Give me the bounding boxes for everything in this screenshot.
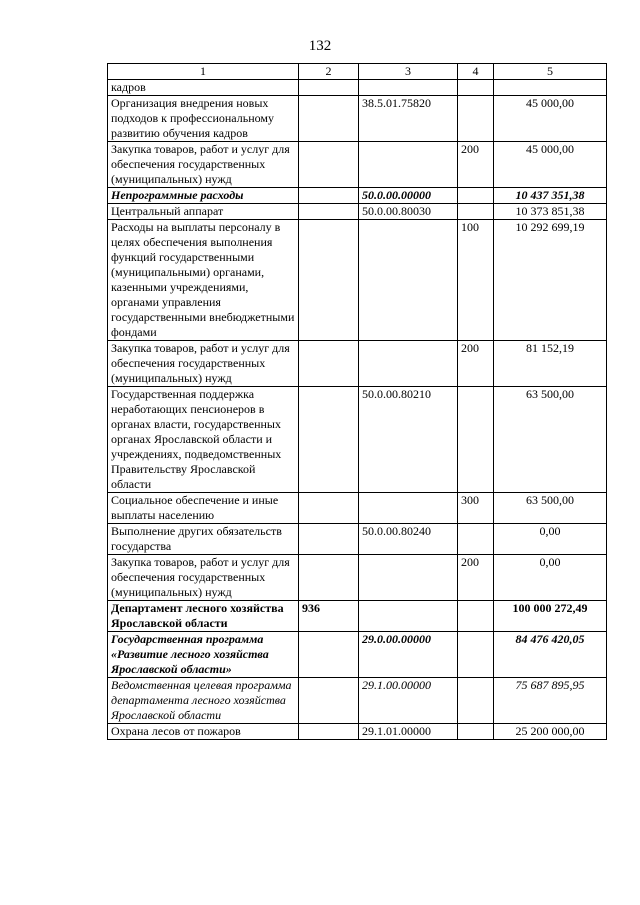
expense-name-cell: Закупка товаров, работ и услуг для обеспечения государственных (муниципальных) нужд [108, 555, 299, 601]
expense-name-cell: Социальное обеспечение и иные выплаты населению [108, 493, 299, 524]
column-header: 4 [458, 64, 494, 80]
amount-cell: 63 500,00 [494, 387, 607, 493]
expense-kind-cell: 200 [458, 555, 494, 601]
target-article-cell: 29.1.01.00000 [359, 724, 458, 740]
target-article-cell: 29.1.00.00000 [359, 678, 458, 724]
amount-cell: 81 152,19 [494, 341, 607, 387]
expense-name-cell: кадров [108, 80, 299, 96]
expense-kind-cell: 300 [458, 493, 494, 524]
ministry-code-cell [299, 80, 359, 96]
amount-cell: 84 476 420,05 [494, 632, 607, 678]
target-article-cell: 50.0.00.80210 [359, 387, 458, 493]
table-row [108, 142, 607, 188]
amount-cell: 100 000 272,49 [494, 601, 607, 632]
table-row [108, 80, 607, 96]
expense-kind-cell: 200 [458, 341, 494, 387]
ministry-code-cell [299, 493, 359, 524]
ministry-code-cell [299, 188, 359, 204]
table-row [108, 524, 607, 555]
expense-kind-cell [458, 524, 494, 555]
target-article-cell: 50.0.00.80240 [359, 524, 458, 555]
table-row [108, 387, 607, 493]
table-row [108, 601, 607, 632]
amount-cell: 0,00 [494, 524, 607, 555]
ministry-code-cell [299, 724, 359, 740]
amount-cell: 63 500,00 [494, 493, 607, 524]
expense-kind-cell: 200 [458, 142, 494, 188]
target-article-cell [359, 220, 458, 341]
budget-table [107, 63, 607, 740]
expense-kind-cell [458, 601, 494, 632]
expense-kind-cell [458, 96, 494, 142]
target-article-cell [359, 555, 458, 601]
expense-kind-cell [458, 387, 494, 493]
ministry-code-cell: 936 [299, 601, 359, 632]
ministry-code-cell [299, 204, 359, 220]
expense-name-cell: Организация внедрения новых подходов к профессиональному развитию обучения кадров [108, 96, 299, 142]
expense-name-cell: Ведомственная целевая программа департамента лесного хозяйства Ярославской области [108, 678, 299, 724]
ministry-code-cell [299, 96, 359, 142]
table-row [108, 204, 607, 220]
target-article-cell [359, 80, 458, 96]
expense-kind-cell: 100 [458, 220, 494, 341]
amount-cell: 25 200 000,00 [494, 724, 607, 740]
column-header: 3 [359, 64, 458, 80]
table-row [108, 341, 607, 387]
ministry-code-cell [299, 555, 359, 601]
table-row [108, 188, 607, 204]
expense-name-cell: Государственная поддержка неработающих пенсионеров в органах власти, государственных органах Ярославской области и учреждениях, подведомственных Правительству Ярославской области [108, 387, 299, 493]
amount-cell: 10 292 699,19 [494, 220, 607, 341]
table-row [108, 632, 607, 678]
amount-cell: 75 687 895,95 [494, 678, 607, 724]
expense-name-cell: Государственная программа «Развитие лесного хозяйства Ярославской области» [108, 632, 299, 678]
table-header-row [108, 64, 607, 80]
expense-name-cell: Центральный аппарат [108, 204, 299, 220]
expense-kind-cell [458, 188, 494, 204]
target-article-cell [359, 142, 458, 188]
table-row [108, 220, 607, 341]
target-article-cell: 50.0.00.00000 [359, 188, 458, 204]
ministry-code-cell [299, 632, 359, 678]
ministry-code-cell [299, 220, 359, 341]
target-article-cell: 38.5.01.75820 [359, 96, 458, 142]
expense-name-cell: Департамент лесного хозяйства Ярославской области [108, 601, 299, 632]
ministry-code-cell [299, 678, 359, 724]
ministry-code-cell [299, 341, 359, 387]
expense-name-cell: Закупка товаров, работ и услуг для обеспечения государственных (муниципальных) нужд [108, 142, 299, 188]
table-row [108, 493, 607, 524]
table-row [108, 678, 607, 724]
expense-name-cell: Расходы на выплаты персоналу в целях обеспечения выполнения функций государственными (муниципальными) органами, казенными учреждениями, органами управления государственными внебюджетными фондами [108, 220, 299, 341]
target-article-cell: 29.0.00.00000 [359, 632, 458, 678]
amount-cell: 45 000,00 [494, 96, 607, 142]
column-header: 1 [108, 64, 299, 80]
expense-kind-cell [458, 632, 494, 678]
target-article-cell [359, 601, 458, 632]
expense-name-cell: Закупка товаров, работ и услуг для обеспечения государственных (муниципальных) нужд [108, 341, 299, 387]
target-article-cell: 50.0.00.80030 [359, 204, 458, 220]
column-header: 5 [494, 64, 607, 80]
amount-cell: 10 437 351,38 [494, 188, 607, 204]
amount-cell: 10 373 851,38 [494, 204, 607, 220]
amount-cell: 45 000,00 [494, 142, 607, 188]
ministry-code-cell [299, 387, 359, 493]
amount-cell: 0,00 [494, 555, 607, 601]
expense-kind-cell [458, 678, 494, 724]
page-number: 132 [308, 38, 332, 54]
expense-kind-cell [458, 724, 494, 740]
column-header: 2 [299, 64, 359, 80]
amount-cell [494, 80, 607, 96]
target-article-cell [359, 493, 458, 524]
expense-name-cell: Выполнение других обязательств государства [108, 524, 299, 555]
table-row [108, 555, 607, 601]
ministry-code-cell [299, 524, 359, 555]
expense-name-cell: Охрана лесов от пожаров [108, 724, 299, 740]
table-row [108, 724, 607, 740]
table-row [108, 96, 607, 142]
expense-name-cell: Непрограммные расходы [108, 188, 299, 204]
expense-kind-cell [458, 204, 494, 220]
target-article-cell [359, 341, 458, 387]
ministry-code-cell [299, 142, 359, 188]
expense-kind-cell [458, 80, 494, 96]
